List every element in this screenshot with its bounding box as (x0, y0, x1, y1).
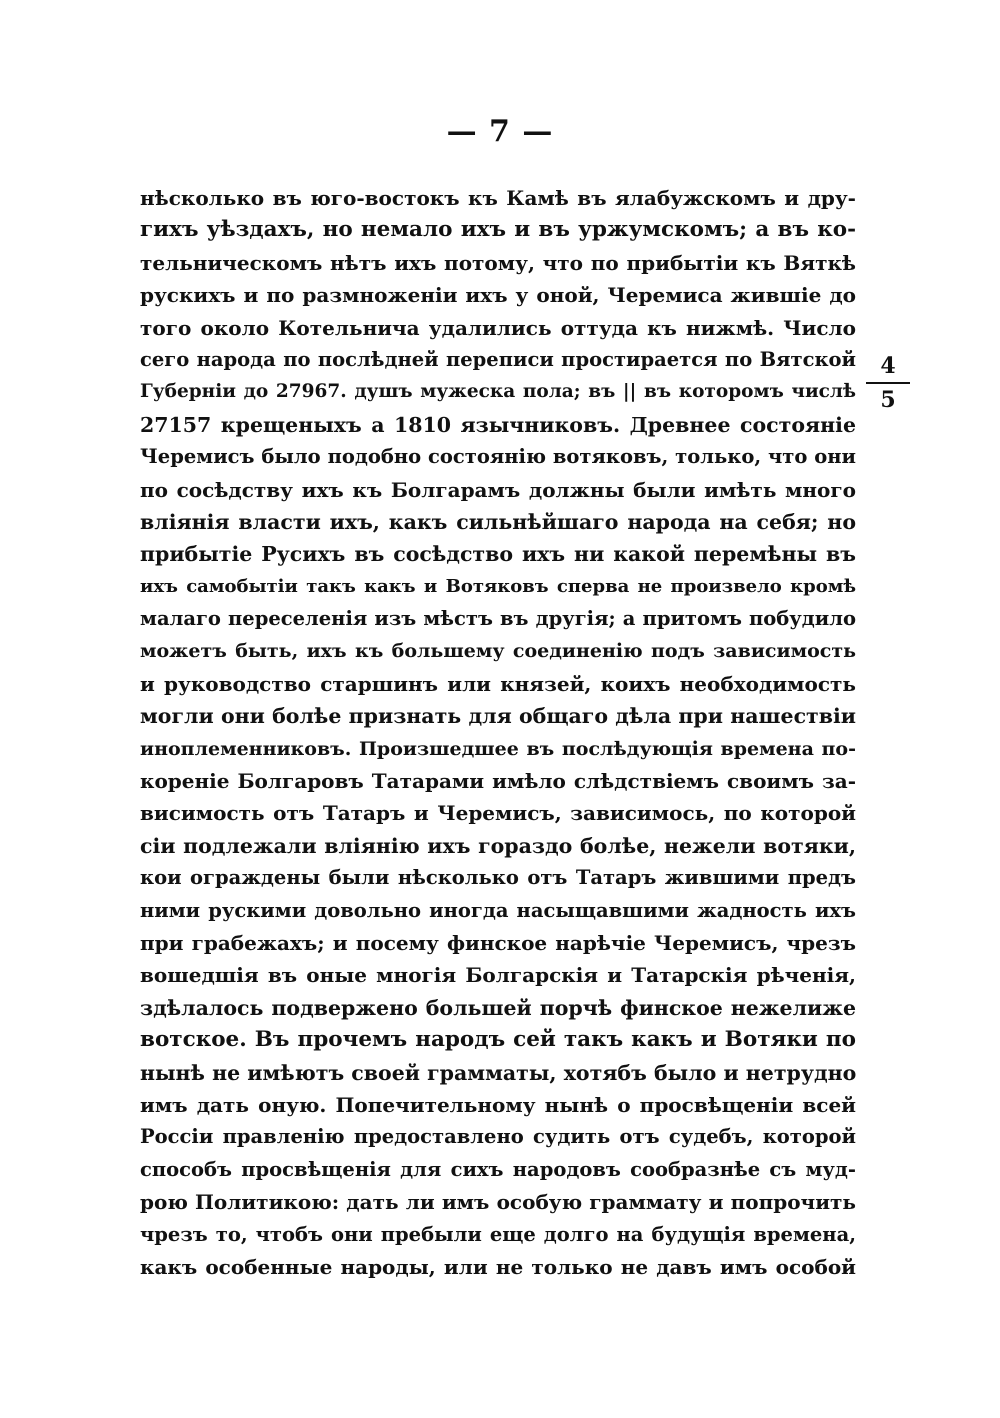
text-line: тельническомъ нѣтъ ихъ потому, что по прибытіи къ Вяткѣ (140, 250, 856, 275)
text-line: висимость отъ Татаръ и Черемисъ, зависимось, по которой (140, 801, 856, 826)
text-line: нынѣ не имѣютъ своей грамматы, хотябъ было и нетрудно (140, 1060, 857, 1085)
page-number: — 7 — (446, 114, 554, 149)
text-line: Черемисъ было подобно состоянію вотяковъ, только, что они (140, 445, 856, 469)
text-line: рускихъ и по размноженіи ихъ у оной, Черемиса жившіе до (140, 283, 856, 308)
text-line: того около Котельнича удалились оттуда къ нижмѣ. Число (140, 315, 856, 340)
text-line: 27157 крещеныхъ а 1810 язычниковъ. Древнее состояніе (140, 412, 856, 437)
text-line: имъ дать оную. Попечительному нынѣ о просвѣщеніи всей (140, 1092, 856, 1117)
text-line: вошедшія въ оные многія Болгарскія и Татарскія рѣченія, (140, 963, 856, 988)
text-line: рою Политикою: дать ли имъ особую граммату и попрочить (140, 1190, 856, 1215)
text-line: можетъ быть, ихъ къ большему соединенію подъ зависимость (140, 640, 856, 663)
text-line: ними рускими довольно иногда насыщавшими жадность ихъ (140, 898, 856, 922)
text-line: кои ограждены были нѣсколько отъ Татаръ жившими предъ (140, 866, 856, 890)
margin-note-divider (866, 382, 910, 384)
margin-note-top: 4 (880, 353, 896, 379)
text-line: по сосѣдству ихъ къ Болгарамъ должны были имѣть много (140, 477, 856, 502)
text-line: кореніе Болгаровъ Татарами имѣло слѣдствіемъ своимъ за- (140, 769, 856, 794)
text-line: здѣлалось подвержено большей порчѣ финское нежелиже (140, 995, 856, 1020)
text-line: прибытіе Русихъ въ сосѣдство ихъ ни какой перемѣны въ (140, 542, 856, 567)
text-line: какъ особенные народы, или не только не давъ имъ особой (140, 1254, 856, 1279)
text-line: ихъ самобытіи такъ какъ и Вотяковъ сперва не произвело кромѣ (140, 575, 856, 597)
text-line: нѣсколько въ юго-востокъ къ Камѣ въ ялабужскомъ и дру- (140, 186, 856, 210)
text-line: и руководство старшинъ или князей, коихъ необходимость (140, 671, 856, 696)
text-line: Губерніи до 27967. душъ мужеска пола; въ || въ которомъ числѣ (140, 381, 856, 403)
text-line: чрезъ то, чтобъ они пребыли еще долго на будущія времена, (140, 1222, 856, 1246)
text-line: могли они болѣе признать для общаго дѣла при нашествіи (140, 704, 856, 729)
margin-note-bottom: 5 (880, 387, 896, 413)
text-line: при грабежахъ; и посему финское нарѣчіе Черемисъ, чрезъ (140, 930, 856, 955)
text-line: иноплеменниковъ. Произшедшее въ послѣдующія времена по- (140, 737, 856, 760)
text-line: сіи подлежали вліянію ихъ гораздо болѣе, нежели вотяки, (140, 833, 856, 858)
margin-page-break-note (866, 354, 910, 412)
text-line: Россіи правленію предоставлено судить отъ судебъ, которой (140, 1125, 856, 1149)
text-line: сего народа по послѣдней переписи простирается по Вятской (140, 347, 856, 371)
text-line: способъ просвѣщенія для сихъ народовъ сообразнѣе съ муд- (140, 1157, 856, 1181)
text-line: вотское. Въ прочемъ народъ сей такъ какъ и Вотяки по (140, 1027, 856, 1053)
text-line: вліянія власти ихъ, какъ сильнѣйшаго народа на себя; но (140, 509, 856, 534)
text-line: гихъ уѣздахъ, но немало ихъ и въ уржумскомъ; а въ ко- (140, 217, 856, 243)
text-line: малаго переселенія изъ мѣстъ въ другія; а притомъ побудило (140, 607, 856, 631)
body-text (140, 182, 856, 1283)
